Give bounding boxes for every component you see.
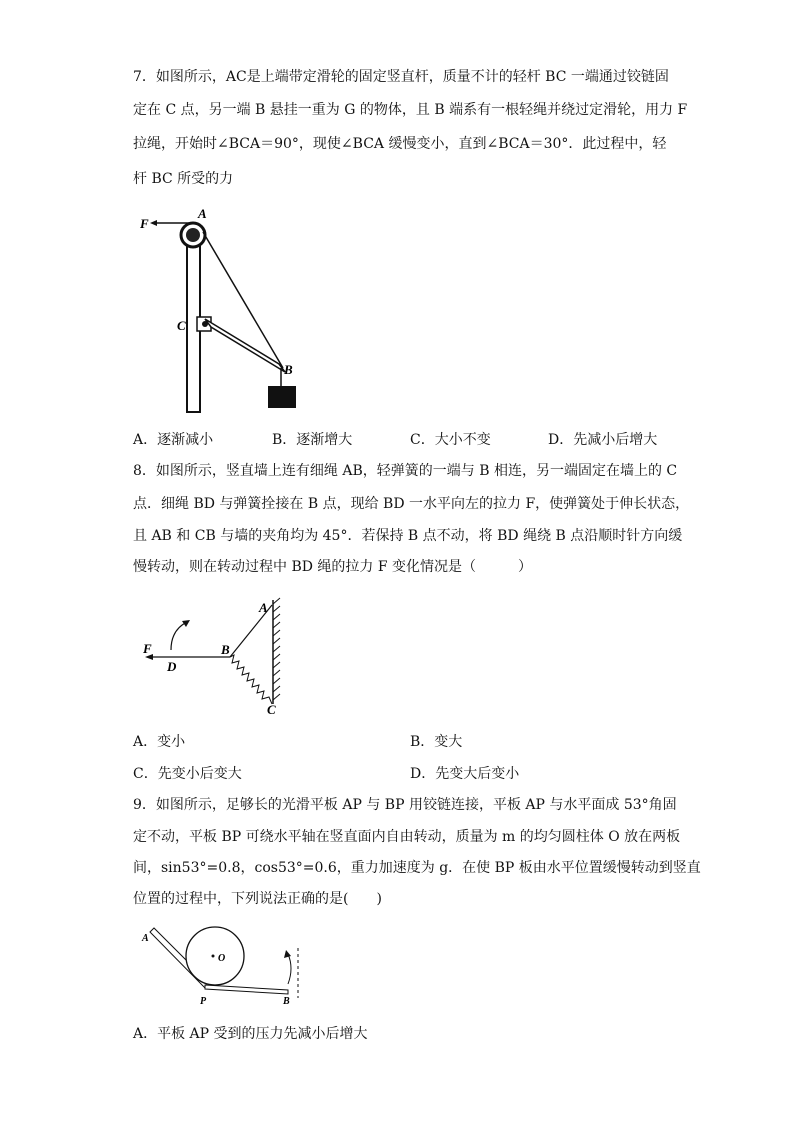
q7-option-c: C．大小不变 [410,432,491,448]
q8-figure [135,592,305,722]
q7-line-1: 7．如图所示，AC是上端带定滑轮的固定竖直杆，质量不计的轻杆 BC 一端通过铰链固 [133,69,669,85]
q8-label-D: D [167,659,177,674]
q9-line-1: 9．如图所示，足够长的光滑平板 AP 与 BP 用铰链连接，平板 AP 与水平面成 53°角固 [133,797,677,813]
q8-option-c: C．先变小后变大 [133,766,242,782]
q9-line-4: 位置的过程中，下列说法正确的是( ) [133,891,382,907]
q9-label-A: A [142,933,149,944]
q7-label-C: C [177,318,186,333]
q8-option-d: D．先变大后变小 [410,766,520,782]
q8-label-A: A [259,600,268,615]
q8-line-2: 点．细绳 BD 与弹簧拴接在 B 点，现给 BD 一水平向左的拉力 F，使弹簧处于伸长状态， [133,496,690,512]
q8-label-C: C [267,702,276,717]
q8-line-4: 慢转动，则在转动过程中 BD 绳的拉力 F 变化情况是（ ） [133,559,533,575]
q9-line-2: 定不动，平板 BP 可绕水平轴在竖直面内自由转动，质量为 m 的均匀圆柱体 O 放在两板 [133,829,681,845]
q9-option-a: A．平板 AP 受到的压力先减小后增大 [133,1026,368,1042]
q7-line-2: 定在 C 点，另一端 B 悬挂一重为 G 的物体，且 B 端系有一根轻绳并绕过定滑轮，用力 F [133,102,688,118]
q8-label-F: F [143,641,152,656]
q7-option-b: B．逐渐增大 [272,432,353,448]
q9-figure [138,918,318,1013]
q7-label-F: F [140,216,149,231]
q9-line-3: 间，sin53°=0.8，cos53°=0.6，重力加速度为 g．在使 BP 板由水平位置缓慢转动到竖直 [133,860,701,876]
q9-label-P: P [200,996,207,1007]
q8-line-1: 8．如图所示，竖直墙上连有细绳 AB，轻弹簧的一端与 B 相连，另一端固定在墙上的 C [133,463,678,479]
q7-option-d: D．先减小后增大 [548,432,658,448]
q9-label-O: O [218,953,226,964]
q7-label-B: B [284,362,293,377]
q7-option-a: A．逐渐减小 [133,432,214,448]
q7-line-4: 杆 BC 所受的力 [133,171,234,187]
q8-option-b: B．变大 [410,734,463,750]
q7-label-A: A [198,206,207,221]
q7-line-3: 拉绳，开始时∠BCA＝90°，现使∠BCA 缓慢变小，直到∠BCA＝30°．此过程中，轻 [133,136,667,152]
q8-label-B: B [221,642,230,657]
q9-label-B: B [283,996,290,1007]
q8-option-a: A．变小 [133,734,186,750]
q8-line-3: 且 AB 和 CB 与墙的夹角均为 45°．若保持 B 点不动，将 BD 绳绕 B 点沿顺时针方向缓 [133,528,683,544]
q7-figure [135,200,335,420]
